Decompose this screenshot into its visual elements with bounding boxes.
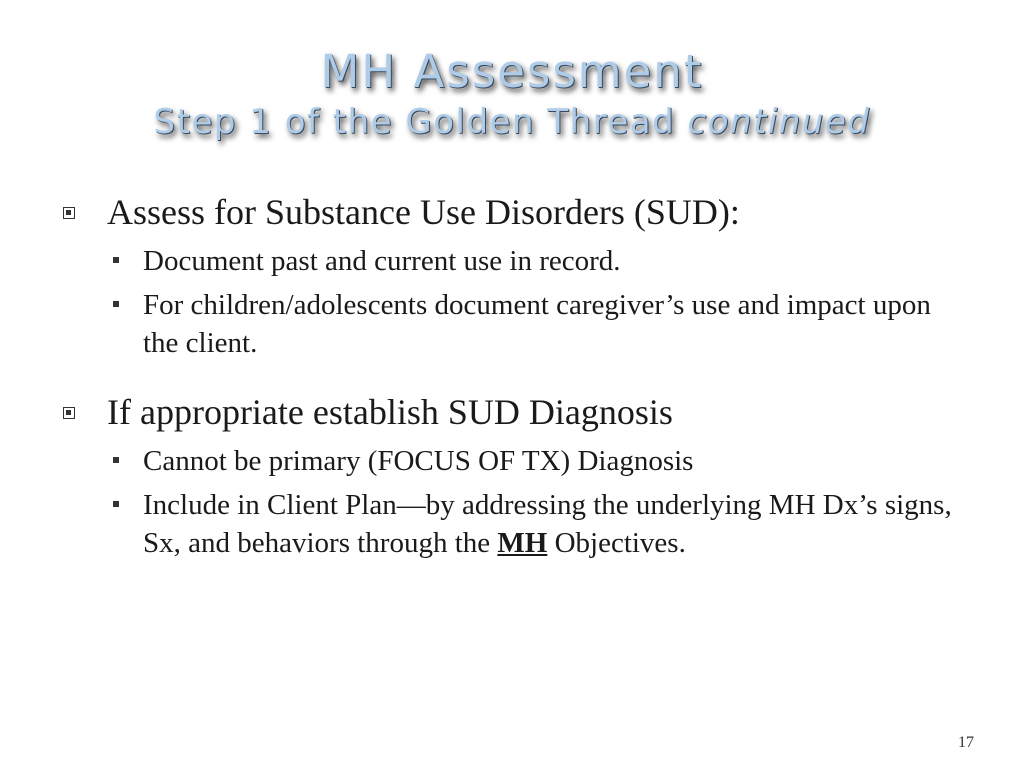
sub-bullet-item <box>107 486 970 562</box>
slide-content <box>60 188 970 562</box>
sub-bullet-list <box>107 242 970 362</box>
emphasis-mh: MH <box>497 527 548 559</box>
subtitle-text: Step 1 of the Golden Thread <box>153 102 688 142</box>
bullet-heading: Assess for Substance Use Disorders (SUD): <box>107 192 740 232</box>
bullet-heading: If appropriate establish SUD Diagnosis <box>107 392 673 432</box>
small-square-bullet-icon <box>113 501 119 507</box>
small-square-bullet-icon <box>113 301 119 307</box>
subtitle-italic: continued <box>687 102 871 142</box>
sub-bullet-item <box>107 242 970 280</box>
sub-bullet-item <box>107 286 970 362</box>
sub-bullet-list <box>107 442 970 562</box>
bullet-assess-sud <box>60 188 970 362</box>
small-square-bullet-icon <box>113 457 119 463</box>
sub-bullet-text: Document past and current use in record. <box>143 245 621 277</box>
sub-bullet-item <box>107 442 970 480</box>
page-number: 17 <box>958 734 974 751</box>
title-main: MH Assessment <box>320 45 704 98</box>
bullet-sud-diagnosis <box>60 388 970 562</box>
sub-bullet-text: Cannot be primary (FOCUS OF TX) Diagnosis <box>143 445 694 477</box>
small-square-bullet-icon <box>113 257 119 263</box>
sub-bullet-text-end: Objectives. <box>547 527 686 559</box>
title-subtitle <box>0 100 1024 144</box>
sub-bullet-text: For children/adolescents document caregiver’s use and impact upon the client. <box>143 289 931 359</box>
square-bullet-icon <box>63 207 75 219</box>
square-bullet-icon <box>63 407 75 419</box>
sub-bullet-text: Include in Client Plan—by addressing the underlying MH Dx’s signs, Sx, and behaviors through the <box>143 489 952 559</box>
slide-title <box>0 44 1024 144</box>
